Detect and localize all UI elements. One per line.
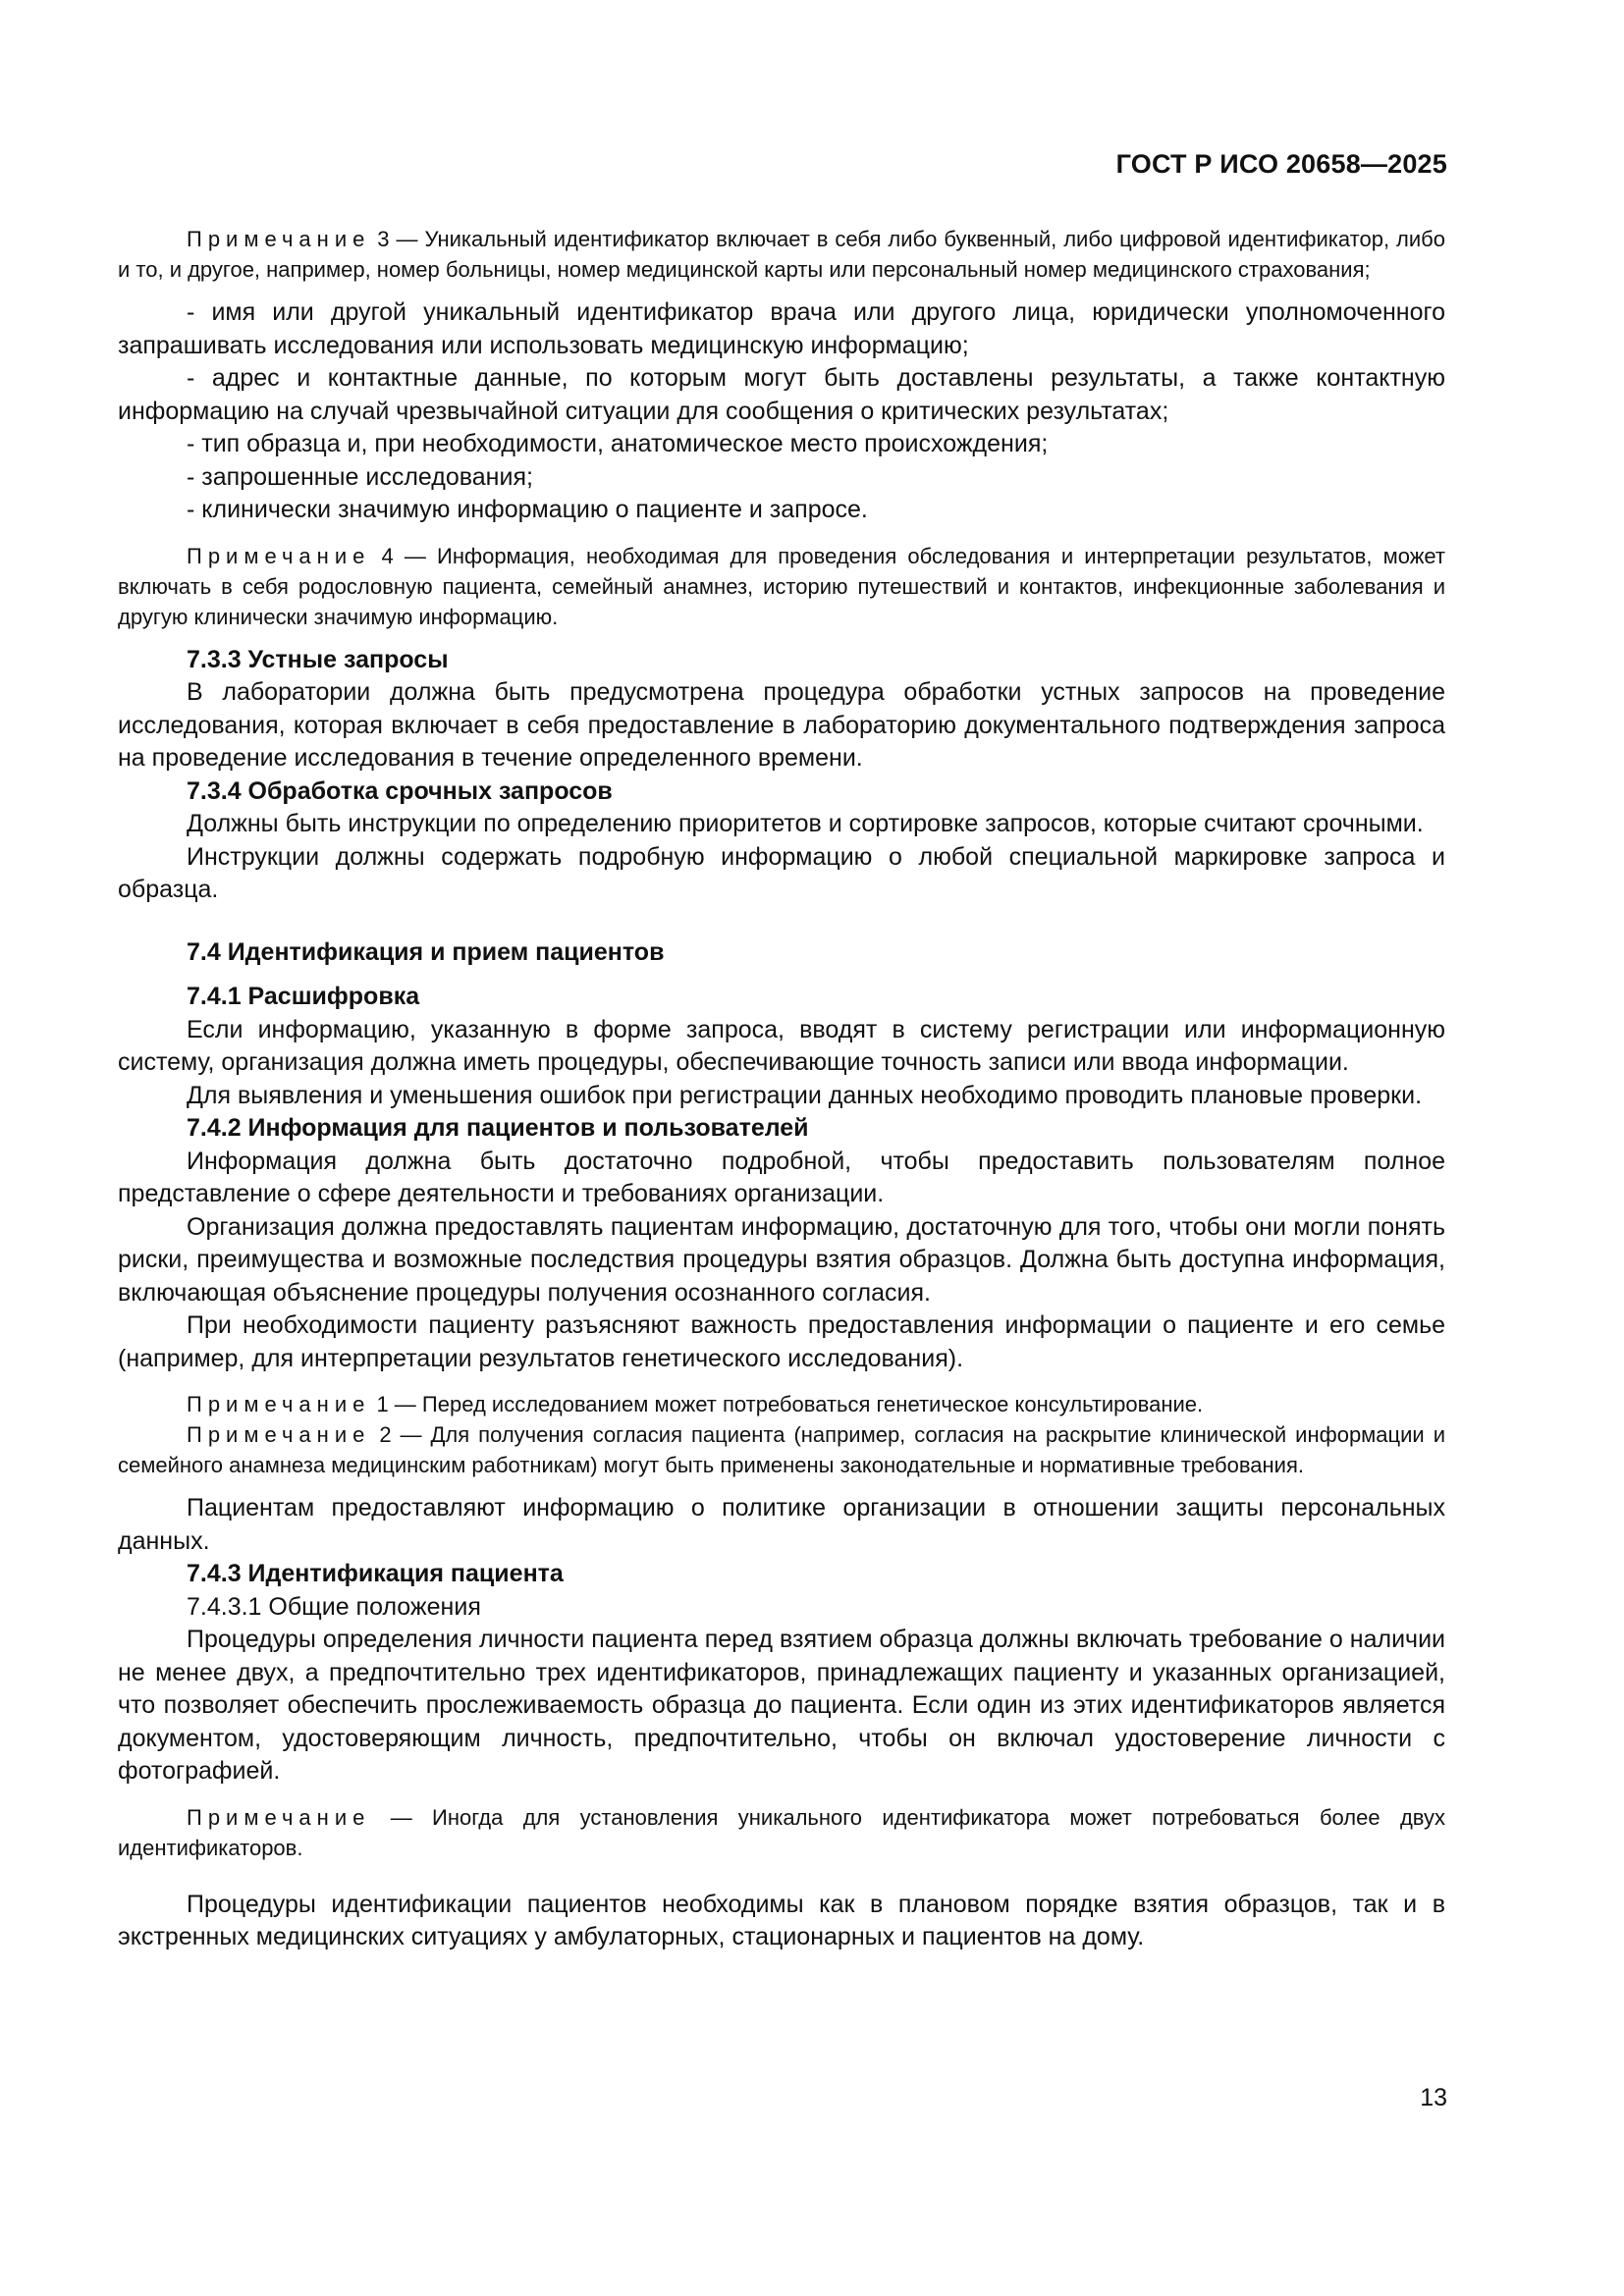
note-text: 2 — Для получения согласия пациента (например, согласия на раскрытие клинической информации и семейного анамнеза медицинским работникам) могут быть применены законодательные и нормативные требования. (118, 1422, 1445, 1477)
note-4 (118, 541, 1445, 632)
section-heading-7-3-3: 7.3.3 Устные запросы (187, 645, 449, 673)
paragraph: Организация должна предоставлять пациентам информацию, достаточную для того, чтобы они могли понять риски, преимущества и возможные последствия процедуры взятия образцов. Должна быть доступна информация, включающая объяснение процедуры получения осознанного согласия. (118, 1212, 1445, 1307)
list-item: - тип образца и, при необходимости, анатомическое место происхождения; (187, 430, 1049, 457)
paragraph: Пациентам предоставляют информацию о политике организации в отношении защиты персональных данных. (118, 1494, 1445, 1555)
page-number: 13 (1420, 2084, 1447, 2111)
subsection-heading-7-4-3-1: 7.4.3.1 Общие положения (187, 1592, 481, 1621)
document-body (118, 224, 1445, 1954)
note-text: — Иногда для установления уникального идентификатора может потребоваться более двух идентификаторов. (118, 1804, 1445, 1860)
document-standard-id: ГОСТ Р ИСО 20658—2025 (1115, 149, 1447, 179)
paragraph: Инструкции должны содержать подробную информацию о любой специальной маркировке запроса и образца. (118, 842, 1445, 903)
paragraph: Процедуры определения личности пациента перед взятием образца должны включать требование о наличии не менее двух, а предпочтительно трех идентификаторов, принадлежащих пациенту и указанных организацией, что позволяет обеспечить прослеживаемость образца до пациента. Если один из этих идентификаторов является документом, удостоверяющим личность, предпочтительно, чтобы он включал удостоверение личности с фотографией. (118, 1626, 1445, 1785)
paragraph: Должны быть инструкции по определению приоритетов и сортировке запросов, которые считают срочными. (187, 810, 1424, 837)
note-label: Примечание (187, 543, 371, 568)
section-heading-7-3-4: 7.3.4 Обработка срочных запросов (187, 776, 613, 805)
paragraph: Если информацию, указанную в форме запроса, вводят в систему регистрации или информационную систему, организация должна иметь процедуры, обеспечивающие точность записи или ввода информации. (118, 1015, 1445, 1076)
note-text: 4 — Информация, необходимая для проведения обследования и интерпретации результатов, может включать в себя родословную пациента, семейный анамнез, историю путешествий и контактов, инфекционные заболевания и другую клинически значимую информацию. (118, 543, 1445, 629)
list-item: - имя или другой уникальный идентификатор врача или другого лица, юридически уполномоченного запрашивать исследования или использовать медицинскую информацию; (118, 298, 1445, 359)
note-text: 1 — Перед исследованием может потребоваться генетическое консультирование. (370, 1392, 1204, 1416)
note-3 (118, 224, 1445, 285)
list-item: - клинически значимую информацию о пациенте и запросе. (187, 496, 868, 523)
paragraph: В лаборатории должна быть предусмотрена процедура обработки устных запросов на проведение исследования, которая включает в себя предоставление в лабораторию документального подтверждения запроса на проведение исследования в течение определенного времени. (118, 678, 1445, 772)
section-heading-7-4: 7.4 Идентификация и прием пациентов (187, 937, 665, 966)
paragraph: Информация должна быть достаточно подробной, чтобы предоставить пользователям полное представление о сфере деятельности и требованиях организации. (118, 1147, 1445, 1207)
section-heading-7-4-1: 7.4.1 Расшифровка (187, 983, 420, 1010)
note-label: Примечание (187, 1422, 371, 1447)
note-1 (118, 1389, 1445, 1419)
note-2 (118, 1419, 1445, 1480)
paragraph: При необходимости пациенту разъясняют важность предоставления информации о пациенте и его семье (например, для интерпретации результатов генетического исследования). (118, 1311, 1445, 1372)
note-label: Примечание (187, 1392, 371, 1416)
note (118, 1802, 1445, 1863)
list-item: - адрес и контактные данные, по которым могут быть доставлены результаты, а также контактную информацию на случай чрезвычайной ситуации для сообщения о критических результатах; (118, 364, 1445, 425)
section-heading-7-4-3: 7.4.3 Идентификация пациента (187, 1560, 564, 1587)
list-item: - запрошенные исследования; (187, 462, 533, 491)
note-text: 3 — Уникальный идентификатор включает в себя либо буквенный, либо цифровой идентификатор, либо и то, и другое, например, номер больницы, номер медицинской карты или персональный номер медицинского страхования; (118, 227, 1445, 282)
note-label: Примечание (187, 227, 371, 251)
paragraph: Процедуры идентификации пациентов необходимы как в плановом порядке взятия образцов, так и в экстренных медицинских ситуациях у амбулаторных, стационарных и пациентов на дому. (118, 1890, 1445, 1950)
note-label: Примечание (187, 1804, 371, 1830)
section-heading-7-4-2: 7.4.2 Информация для пациентов и пользователей (187, 1114, 809, 1142)
paragraph: Для выявления и уменьшения ошибок при регистрации данных необходимо проводить плановые проверки. (187, 1081, 1423, 1109)
